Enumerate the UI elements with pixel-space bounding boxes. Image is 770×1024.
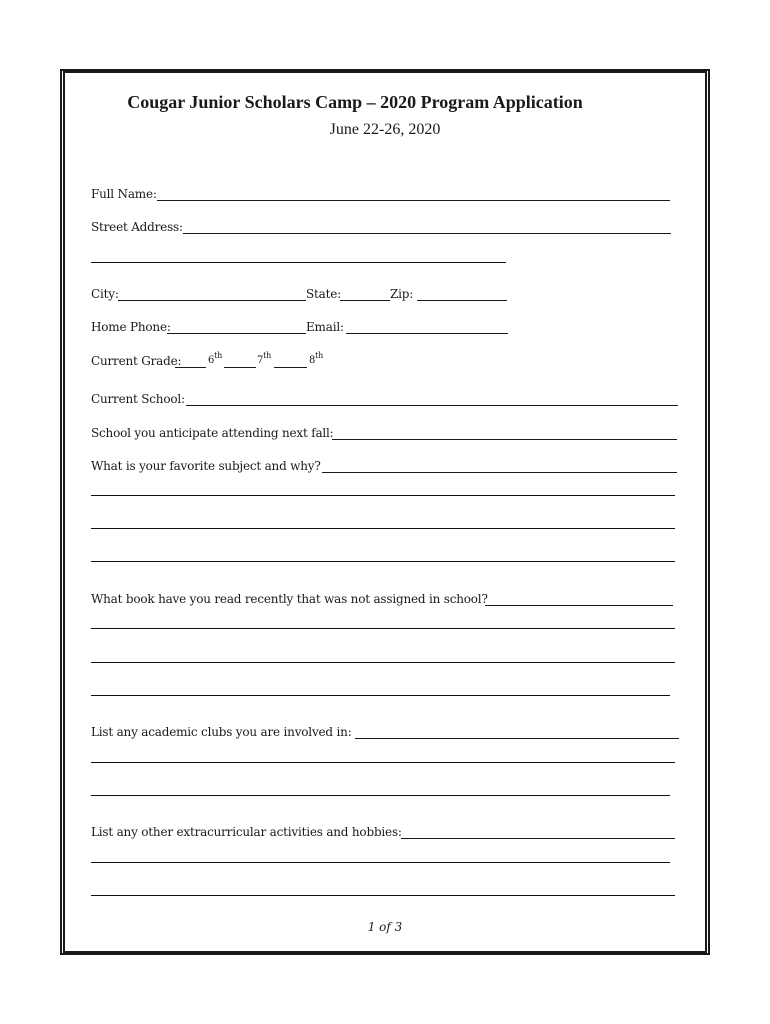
academic-clubs-line[interactable] (91, 762, 675, 763)
email-label: Email: (306, 320, 344, 334)
state-label: State: (306, 287, 341, 301)
next-school-label: School you anticipate attending next fall: (91, 426, 334, 440)
home-phone-field[interactable] (167, 333, 306, 334)
street-address-label: Street Address: (91, 220, 183, 234)
street-address-field[interactable] (183, 233, 671, 234)
grade-8-blank[interactable] (274, 367, 307, 368)
favorite-subject-question: What is your favorite subject and why? (91, 459, 321, 473)
book-line[interactable] (91, 662, 675, 663)
current-grade-label: Current Grade: (91, 354, 182, 368)
extracurricular-field[interactable] (401, 838, 675, 839)
academic-clubs-question: List any academic clubs you are involved in: (91, 725, 352, 739)
grade-8-label: 8th (309, 351, 324, 366)
book-line[interactable] (91, 695, 670, 696)
state-field[interactable] (340, 300, 390, 301)
favorite-subject-line[interactable] (91, 561, 675, 562)
street-address-field-line2[interactable] (91, 262, 506, 263)
zip-label: Zip: (390, 287, 414, 301)
favorite-subject-line[interactable] (91, 528, 675, 529)
page-number: 1 of 3 (367, 920, 403, 934)
home-phone-label: Home Phone: (91, 320, 171, 334)
city-field[interactable] (118, 300, 306, 301)
next-school-field[interactable] (332, 439, 677, 440)
full-name-field[interactable] (157, 200, 670, 201)
grade-7-label: 7th (257, 351, 272, 366)
favorite-subject-field[interactable] (322, 472, 677, 473)
grade-6-blank[interactable] (175, 367, 206, 368)
current-school-field[interactable] (186, 405, 678, 406)
extracurricular-question: List any other extracurricular activities and hobbies: (91, 825, 402, 839)
city-label: City: (91, 287, 119, 301)
extracurricular-line[interactable] (91, 895, 675, 896)
favorite-subject-line[interactable] (91, 495, 675, 496)
page-border (60, 69, 710, 955)
zip-field[interactable] (417, 300, 507, 301)
book-field[interactable] (485, 605, 673, 606)
book-question: What book have you read recently that was not assigned in school? (91, 592, 488, 606)
grade-6-label: 6th (208, 351, 223, 366)
current-school-label: Current School: (91, 392, 185, 406)
program-dates: June 22-26, 2020 (329, 121, 441, 138)
academic-clubs-field[interactable] (355, 738, 679, 739)
full-name-label: Full Name: (91, 187, 157, 201)
extracurricular-line[interactable] (91, 862, 670, 863)
book-line[interactable] (91, 628, 675, 629)
grade-7-blank[interactable] (224, 367, 256, 368)
form-title: Cougar Junior Scholars Camp – 2020 Program Application (127, 92, 583, 112)
academic-clubs-line[interactable] (91, 795, 670, 796)
email-field[interactable] (346, 333, 508, 334)
